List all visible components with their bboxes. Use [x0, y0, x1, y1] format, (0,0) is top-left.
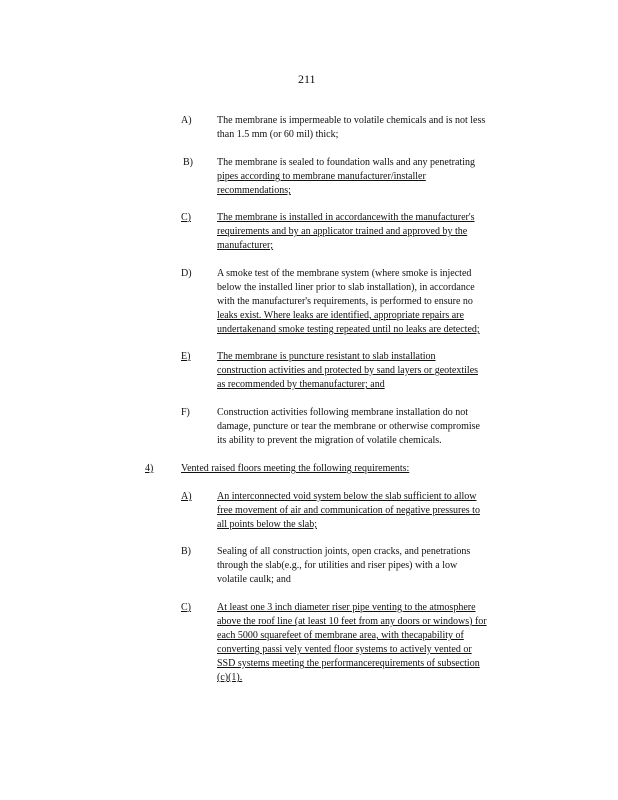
item-label: D) [181, 268, 192, 279]
item-line: undertakenand smoke testing repeated until no leaks are detected; [217, 324, 480, 335]
section-heading [181, 462, 409, 476]
item-line: with the manufacturer's requirements, is performed to ensure no [217, 296, 473, 307]
list-item [217, 211, 475, 253]
list-item [217, 490, 480, 532]
item-line: (c)(1). [217, 672, 243, 683]
item-line: construction activities and protected by sand layers or geotextiles [217, 365, 479, 376]
item-line: A smoke test of the membrane system (where smoke is injected [217, 268, 472, 279]
item-line: requirements and by an applicator trained and approved by the [217, 226, 468, 237]
list-item [217, 545, 470, 587]
section-heading-text: Vented raised floors meeting the following requirements: [181, 463, 410, 474]
item-label: F) [181, 407, 190, 418]
item-line: than 1.5 mm (or 60 mil) thick; [217, 129, 339, 140]
item-line: as recommended by themanufacturer; and [217, 379, 385, 390]
list-item [217, 156, 475, 198]
item-line: Construction activities following membrane installation do not [217, 407, 469, 418]
item-line: leaks exist. Where leaks are identified, appropriate repairs are [217, 310, 464, 321]
section-number: 4) [145, 463, 154, 474]
list-item [217, 114, 485, 142]
item-line: above the roof line (at least 10 feet from any doors or windows) for [217, 616, 487, 627]
item-line: Sealing of all construction joints, open cracks, and penetrations [217, 546, 471, 557]
item-line: The membrane is installed in accordancewith the manufacturer's [217, 212, 475, 223]
item-line: An interconnected void system below the slab sufficient to allow [217, 491, 477, 502]
item-line: The membrane is sealed to foundation walls and any penetrating [217, 157, 475, 168]
item-line: all points below the slab; [217, 519, 317, 530]
item-line: SSD systems meeting the performancerequirements of subsection [217, 658, 480, 669]
list-item [217, 406, 480, 448]
item-line: through the slab(e.g., for utilities and riser pipes) with a low [217, 560, 458, 571]
list-item [217, 601, 487, 685]
item-line: pipes according to membrane manufacturer/installer [217, 171, 426, 182]
item-line: damage, puncture or tear the membrane or otherwise compromise [217, 421, 480, 432]
item-line: The membrane is puncture resistant to slab installation [217, 351, 436, 362]
item-line: manufacturer; [217, 240, 274, 251]
item-label: B) [181, 546, 191, 557]
item-line: At least one 3 inch diameter riser pipe venting to the atmosphere [217, 602, 476, 613]
list-item [217, 267, 480, 337]
item-label: C) [181, 212, 191, 223]
item-line: its ability to prevent the migration of volatile chemicals. [217, 435, 442, 446]
item-line: free movement of air and communication of negative pressures to [217, 505, 480, 516]
item-line: below the installed liner prior to slab installation), in accordance [217, 282, 475, 293]
item-label: A) [181, 115, 192, 126]
item-label: A) [181, 491, 192, 502]
item-line: recommendations; [217, 185, 291, 196]
item-label: E) [181, 351, 191, 362]
page-number: 211 [298, 72, 316, 86]
item-label: B) [183, 157, 193, 168]
item-line: volatile caulk; and [217, 574, 291, 585]
item-line: The membrane is impermeable to volatile chemicals and is not less [217, 115, 486, 126]
item-line: each 5000 squarefeet of membrane area, with thecapability of [217, 630, 464, 641]
item-line: converting passi vely vented floor systems to actively vented or [217, 644, 472, 655]
item-label: C) [181, 602, 191, 613]
list-item [217, 350, 478, 392]
